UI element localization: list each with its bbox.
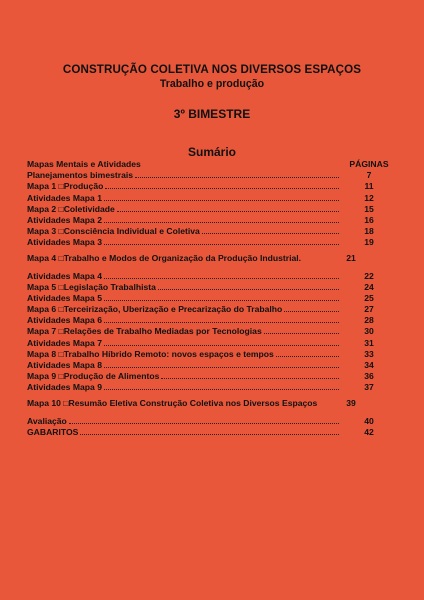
toc-entry[interactable] (27, 336, 397, 347)
toc-entry-page: 30 (364, 326, 374, 337)
toc-entry-page: 33 (364, 348, 374, 359)
dot-leader (158, 288, 339, 290)
toc-entry-label: Avaliação (27, 415, 67, 426)
toc-entry-label: Atividades Mapa 6 (27, 315, 102, 326)
summary-heading: Sumário (187, 145, 236, 159)
toc-entry[interactable] (27, 214, 397, 225)
toc-entry-label: Mapa 1 □Produção (27, 181, 104, 192)
dot-leader (105, 187, 339, 189)
toc-entry-label: Mapa 10 □Resumão Eletiva Construção Coletiva nos Diversos Espaços (27, 398, 318, 409)
toc-entry-label: Mapa 2 □Coletividade (27, 203, 115, 214)
toc-entry-page: 11 (364, 181, 374, 192)
dot-leader (104, 277, 339, 279)
dot-leader (135, 176, 339, 178)
toc-entry[interactable] (27, 281, 397, 292)
toc-entry-page: 27 (364, 304, 374, 315)
toc-entry[interactable] (27, 203, 397, 214)
toc-entry[interactable] (27, 370, 397, 381)
toc-entry-label: Mapa 3 □Consciência Individual e Coletiva (27, 226, 200, 237)
toc-entry[interactable] (27, 225, 397, 236)
toc-entry[interactable] (27, 180, 397, 191)
dot-leader (104, 344, 339, 346)
toc-header (27, 158, 397, 169)
dot-leader (104, 388, 339, 390)
toc-entry-label: Atividades Mapa 2 (27, 214, 102, 225)
toc-entry-label: Mapa 5 □Legislação Trabalhista (27, 281, 156, 292)
toc-left-header: Mapas Mentais e Atividades (27, 158, 141, 169)
document-title: CONSTRUÇÃO COLETIVA NOS DIVERSOS ESPAÇOS (62, 63, 362, 76)
bimestre-heading: 3º BIMESTRE (173, 107, 251, 121)
toc-entry-page: 21 (346, 253, 356, 264)
toc-entry[interactable] (27, 426, 397, 437)
dot-leader (104, 299, 339, 301)
toc-entry-page: 24 (364, 281, 374, 292)
dot-leader (80, 433, 339, 435)
dot-leader (104, 221, 339, 223)
toc-entry[interactable] (27, 191, 397, 202)
toc-entry-label: Atividades Mapa 7 (27, 337, 102, 348)
toc-entry-page: 25 (364, 292, 374, 303)
dot-leader (276, 355, 339, 357)
toc-entry-page: 42 (364, 426, 374, 437)
document-subtitle: Trabalho e produção (159, 78, 265, 90)
toc-entry-label: Mapa 9 □Produção de Alimentos (27, 371, 160, 382)
toc-entry[interactable] (27, 292, 397, 303)
toc-pages-header: PÁGINAS (349, 158, 389, 169)
toc-entry-page: 12 (364, 192, 374, 203)
toc-entry[interactable] (27, 247, 397, 269)
dot-leader (161, 377, 339, 379)
toc-entry-page: 28 (364, 315, 374, 326)
toc-entry-label: Atividades Mapa 4 (27, 270, 102, 281)
toc-entry-page: 22 (364, 270, 374, 281)
toc-entries (27, 169, 397, 437)
dot-leader (104, 199, 339, 201)
toc-entry-label: Planejamentos bimestrais (27, 170, 134, 181)
toc-entry[interactable] (27, 303, 397, 314)
table-of-contents (27, 158, 397, 437)
toc-entry[interactable] (27, 359, 397, 370)
dot-leader (284, 310, 339, 312)
toc-entry-page: 37 (364, 382, 374, 393)
toc-entry-page: 36 (364, 371, 374, 382)
toc-entry-label: Mapa 6 □Terceirização, Uberização e Precarização do Trabalho (27, 304, 283, 315)
toc-entry-label: Atividades Mapa 5 (27, 292, 102, 303)
toc-entry-label: Atividades Mapa 8 (27, 360, 102, 370)
toc-entry-label: Mapa 8 □Trabalho Híbrido Remoto: novos espaços e tempos (27, 348, 274, 359)
toc-entry[interactable] (27, 325, 397, 336)
dot-leader (69, 422, 339, 424)
toc-entry-page: 19 (364, 237, 374, 248)
dot-leader (104, 321, 339, 323)
toc-entry[interactable] (27, 414, 397, 425)
toc-entry-page: 15 (364, 203, 374, 214)
dot-leader (104, 366, 339, 368)
toc-entry[interactable] (27, 348, 397, 359)
toc-entry-label: Mapa 4 □Trabalho e Modos de Organização da Produção Industrial. (27, 253, 302, 264)
toc-entry-page: 18 (364, 226, 374, 237)
dot-leader (202, 232, 339, 234)
toc-entry[interactable] (27, 269, 397, 280)
toc-entry[interactable] (27, 314, 397, 325)
toc-entry-label: Atividades Mapa 9 (27, 382, 102, 393)
toc-entry-label: Mapa 7 □Relações de Trabalho Mediadas por Tecnologias (27, 326, 262, 337)
toc-entry-label: Atividades Mapa 3 (27, 237, 102, 248)
toc-entry-label: Atividades Mapa 1 (27, 192, 102, 203)
toc-entry-page: 7 (366, 170, 372, 181)
toc-entry[interactable] (27, 236, 397, 247)
toc-entry-page: 31 (364, 337, 374, 348)
toc-entry-page: 40 (364, 415, 374, 426)
toc-entry[interactable] (27, 392, 397, 414)
toc-entry-page: 34 (364, 360, 374, 370)
toc-entry[interactable] (27, 381, 397, 392)
toc-entry-page: 39 (346, 398, 356, 409)
toc-entry[interactable] (27, 169, 397, 180)
dot-leader (117, 210, 339, 212)
toc-entry-page: 16 (364, 214, 374, 225)
dot-leader (104, 243, 339, 245)
dot-leader (264, 332, 339, 334)
toc-entry-label: GABARITOS (27, 426, 79, 437)
